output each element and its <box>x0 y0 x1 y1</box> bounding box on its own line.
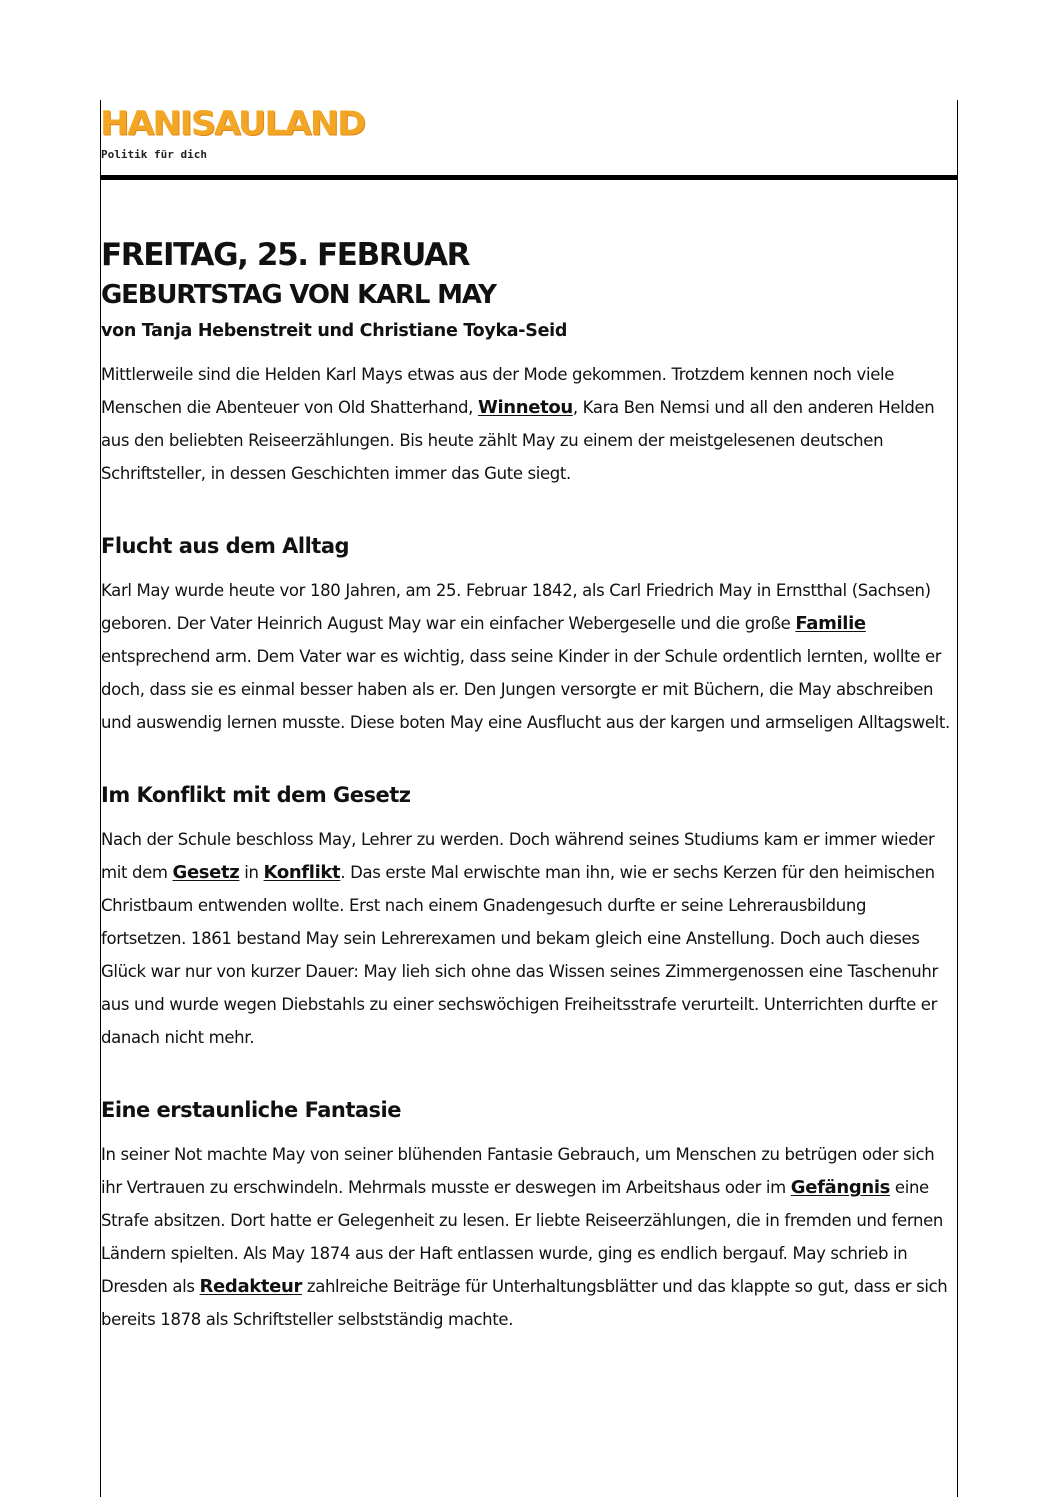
logo-wordmark: HANISAULAND <box>100 104 365 143</box>
text-run: zahlreiche Beiträge für Unterhaltungsblätter und das klappte so gut, dass er sich bereits 1878 als Schriftsteller selbstständig machte. <box>101 1277 948 1329</box>
logo-tagline: Politik für dich <box>101 148 207 161</box>
article-title: GEBURTSTAG VON KARL MAY <box>101 280 496 310</box>
section-heading-konflikt: Im Konflikt mit dem Gesetz <box>101 783 411 807</box>
text-run: In seiner Not machte May von seiner blühenden Fantasie Gebrauch, um Menschen zu betrügen oder sich ihr Vertrauen zu erschwindeln. Mehrmals musste er deswegen im Arbeitshaus oder im <box>101 1145 935 1197</box>
link-gesetz[interactable]: Gesetz <box>172 862 240 883</box>
header-rule <box>100 175 958 180</box>
link-gefaengnis[interactable]: Gefängnis <box>790 1177 891 1198</box>
article-date: FREITAG, 25. FEBRUAR <box>101 237 470 273</box>
link-konflikt[interactable]: Konflikt <box>263 862 341 883</box>
text-run: eine Strafe absitzen. Dort hatte er Gelegenheit zu lesen. Er liebte Reiseerzählungen, die in fremden und fernen Ländern spielten. Als May 1874 aus der Haft entlassen wurde, ging es endlich bergauf. May schrieb in Dresden als <box>101 1178 944 1296</box>
article-author: von Tanja Hebenstreit und Christiane Toyka-Seid <box>101 321 568 341</box>
section-paragraph-konflikt <box>101 823 953 1054</box>
section-paragraph-flucht <box>101 574 953 739</box>
text-run: entsprechend arm. Dem Vater war es wichtig, dass seine Kinder in der Schule ordentlich lernten, wollte er doch, dass sie es einmal besser haben als er. Den Jungen versorgte er mit Büchern, die May abschreiben und auswendig lernen musste. Diese boten May eine Ausflucht aus der kargen und armseligen Alltagswelt. <box>101 647 950 732</box>
text-run: Nach der Schule beschloss May, Lehrer zu werden. Doch während seines Studiums kam er immer wieder mit dem <box>101 830 935 882</box>
intro-paragraph <box>101 358 953 490</box>
section-paragraph-fantasie <box>101 1138 953 1336</box>
link-winnetou[interactable]: Winnetou <box>477 397 573 418</box>
link-redakteur[interactable]: Redakteur <box>199 1276 302 1297</box>
text-run: in <box>239 863 264 882</box>
article <box>101 232 953 1336</box>
text-run: , Kara Ben Nemsi und all den anderen Helden aus den beliebten Reiseerzählungen. Bis heute zählt May zu einem der meistgelesenen deutschen Schriftsteller, in dessen Geschichten immer das Gute siegt. <box>101 398 935 483</box>
section-heading-fantasie: Eine erstaunliche Fantasie <box>101 1098 401 1122</box>
site-logo[interactable] <box>100 104 370 164</box>
section-heading-flucht: Flucht aus dem Alltag <box>101 534 350 558</box>
text-run: Mittlerweile sind die Helden Karl Mays etwas aus der Mode gekommen. Trotzdem kennen noch viele Menschen die Abenteuer von Old Shatterhand, <box>101 365 895 417</box>
link-familie[interactable]: Familie <box>795 613 866 634</box>
text-run: Karl May wurde heute vor 180 Jahren, am 25. Februar 1842, als Carl Friedrich May in Ernstthal (Sachsen) geboren. Der Vater Heinrich August May war ein einfacher Webergeselle und die große <box>101 581 931 633</box>
text-run: . Das erste Mal erwischte man ihn, wie er sechs Kerzen für den heimischen Christbaum entwenden wollte. Erst nach einem Gnadengesuch durfte er seine Lehrerausbildung fortsetzen. 1861 bestand May sein Lehrerexamen und bekam gleich eine Anstellung. Doch auch dieses Glück war nur von kurzer Dauer: May lieh sich ohne das Wissen seines Zimmergenossen eine Taschenuhr aus und wurde wegen Diebstahls zu einer sechswöchigen Freiheitsstrafe verurteilt. Unterrichten durfte er danach nicht mehr. <box>101 863 938 1047</box>
